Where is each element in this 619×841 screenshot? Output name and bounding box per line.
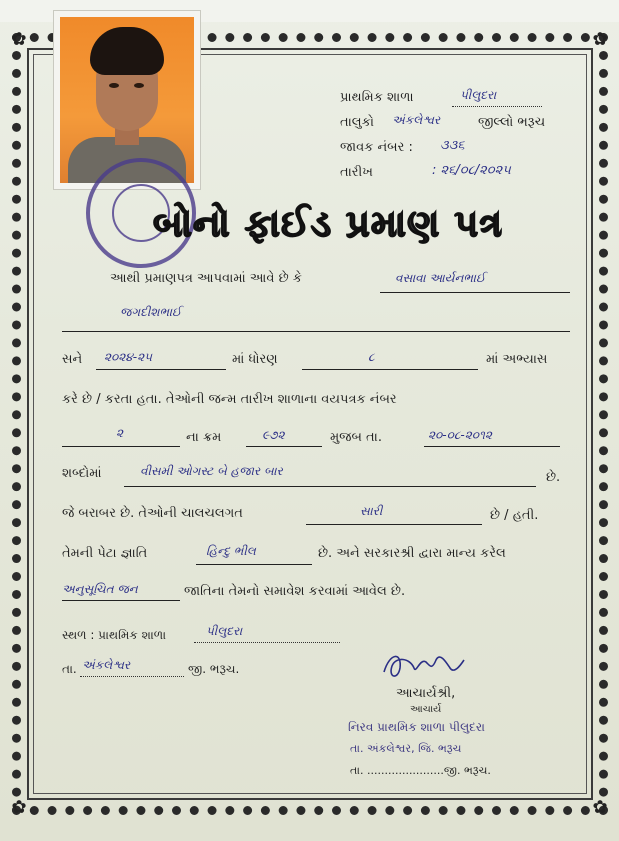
- words-label: શબ્દોમાં: [62, 466, 102, 481]
- ta-label: તા.: [62, 662, 77, 676]
- corner-flower-icon: ✿: [11, 797, 27, 818]
- taluka-label: તાલુકો: [340, 115, 375, 130]
- outward-value: ૩૩૬: [440, 138, 465, 153]
- serial-line: [246, 446, 322, 447]
- std-value: ૮: [368, 350, 375, 364]
- school-dotline: [452, 106, 542, 107]
- caste-value: હિન્દુ ભીલ: [206, 544, 256, 558]
- place-label: સ્થળ : પ્રાથમિક શાળા: [62, 628, 167, 642]
- dob-words-line: [124, 486, 536, 487]
- register-value: ૨: [116, 426, 124, 440]
- student-name: વસાવા આર્યનભાઈ: [395, 271, 486, 285]
- year-label: સને: [62, 352, 83, 367]
- conduct-value: સારી: [360, 504, 383, 518]
- year-value: ૨૦૨૪-૨૫: [104, 350, 153, 364]
- blank-ta-line: તા. ......................જી. ભરૂચ.: [350, 764, 491, 777]
- line3-text: કરે છે / કરતા હતા. તેઓની જન્મ તારીખ શાળાના વયપત્રક નંબર: [62, 392, 397, 407]
- date-value: : ૨૬/૦૮/૨૦૨૫: [432, 163, 511, 178]
- register-line: [62, 446, 180, 447]
- principal-sub: આચાર્ય: [410, 704, 442, 715]
- dob-words: વીસમી ઓગસ્ટ બે હજાર બાર: [140, 464, 283, 478]
- corner-flower-icon: ✿: [11, 29, 27, 50]
- caste-prefix: તેમની પેટા જ્ઞાતિ: [62, 546, 148, 561]
- std-line: [302, 369, 478, 370]
- corner-flower-icon: ✿: [592, 797, 608, 818]
- caste-line: [196, 564, 312, 565]
- ta-value: અંકલેશ્વર: [82, 658, 131, 672]
- dob-line: [424, 446, 560, 447]
- std-label: માં ધોરણ: [232, 352, 278, 367]
- serial-label: ના ક્રમ: [186, 430, 222, 445]
- student-name-line: [380, 292, 570, 293]
- district-label: જીલ્લો ભરૂચ: [478, 115, 546, 130]
- place-value: પીલુદરા: [206, 624, 243, 638]
- corner-flower-icon: ✿: [592, 29, 608, 50]
- conduct-suffix: છે / હતી.: [490, 508, 539, 523]
- taluka-value: અંકલેશ્વર: [392, 113, 441, 127]
- serial-value: ૯૭૨: [262, 428, 285, 442]
- conduct-line: [306, 524, 482, 525]
- year-line: [96, 369, 226, 370]
- principal-title: આચાર્યશ્રી,: [396, 686, 456, 701]
- dist-label: જી. ભરૂચ.: [188, 662, 240, 676]
- caste-suffix: છે. અને સરકારશ્રી દ્વારા માન્ય કરેલ: [318, 546, 506, 561]
- school-stamp-line2: તા. અંકલેશ્વર, જિ. ભરૂચ: [350, 742, 462, 755]
- ta-dotline: [80, 676, 184, 677]
- outward-label: જાવક નંબર :: [340, 140, 413, 155]
- school-stamp-line1: નિરવ પ્રાથમિક શાળા પીલુદરા: [348, 720, 486, 734]
- studying-label: માં અભ્યાસ: [486, 352, 548, 367]
- line1-prefix: આથી પ્રમાણપત્ર આપવામાં આવે છે કે: [110, 271, 302, 286]
- category-suffix: જાતિના તેમનો સમાવેશ કરવામાં આવેલ છે.: [184, 584, 406, 599]
- conduct-prefix: જે બરાબર છે. તેઓની ચાલચલગત: [62, 506, 243, 521]
- father-name: જગદીશભાઈ: [120, 305, 182, 319]
- school-value: પીલુદરા: [460, 88, 497, 102]
- category-value: અનુસૂચિત જન: [62, 582, 138, 596]
- school-label: પ્રાથમિક શાળા: [340, 90, 414, 105]
- place-dotline: [194, 642, 340, 643]
- certificate-title: બોનો ફાઈડ પ્રમાણ પત્ર: [152, 202, 503, 245]
- as-per-label: મુજબ તા.: [330, 430, 382, 445]
- principal-signature: [380, 648, 466, 684]
- date-label: તારીખ: [340, 165, 373, 180]
- father-name-line: [62, 331, 570, 332]
- category-line: [62, 600, 180, 601]
- words-suffix: છે.: [546, 470, 561, 485]
- dob-value: ૨૦-૦૮-૨૦૧૨: [428, 428, 492, 442]
